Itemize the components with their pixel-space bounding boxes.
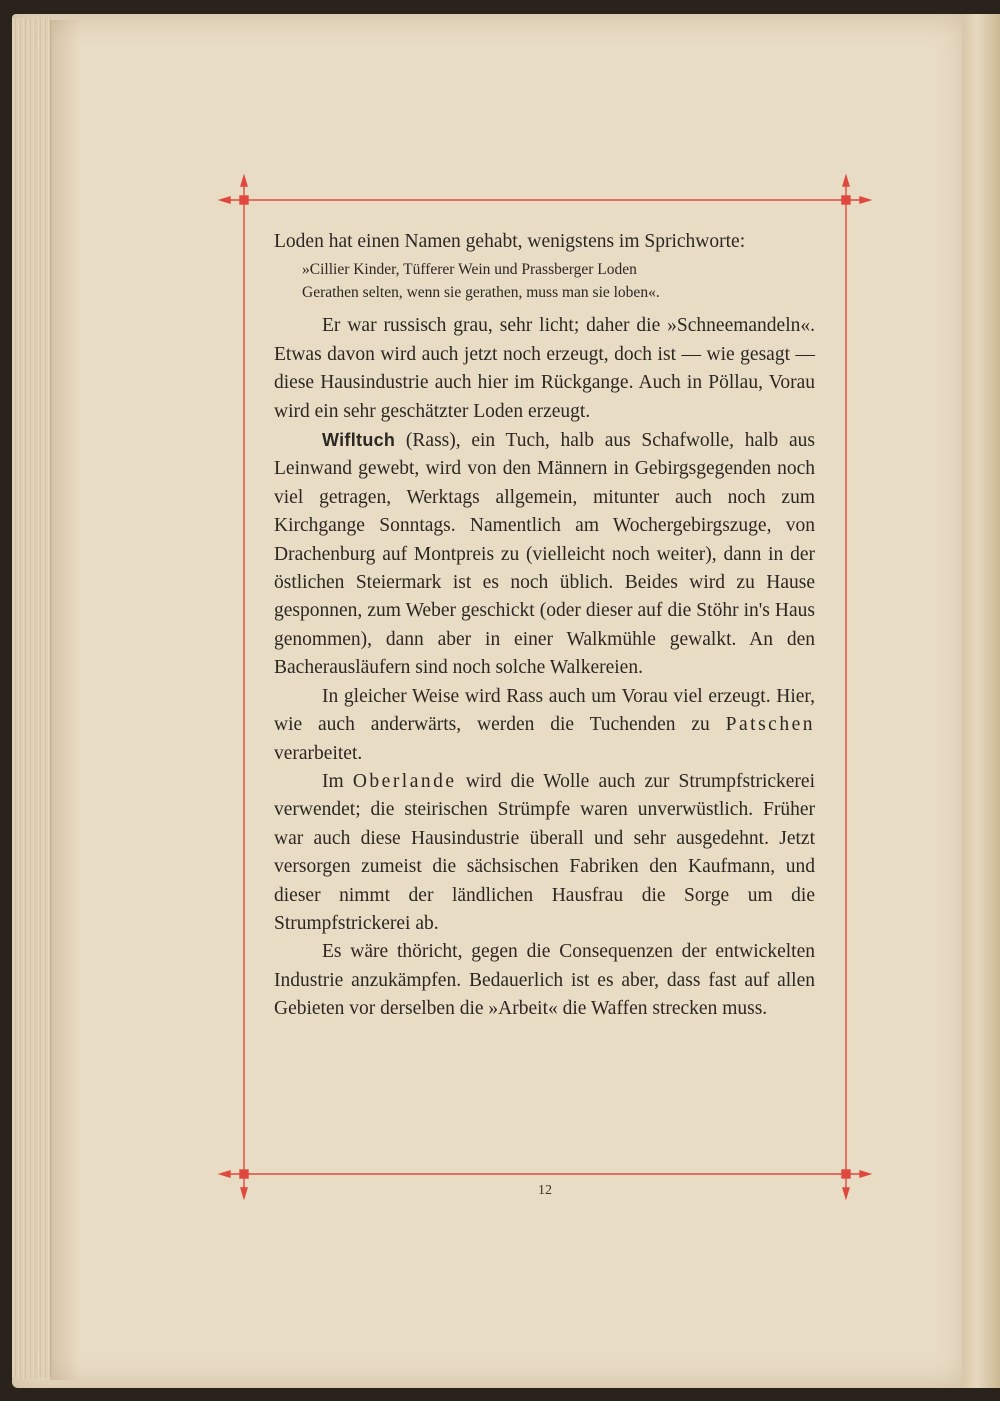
proverb-verse (302, 258, 815, 304)
spaced-term-patschen: Patschen (725, 714, 815, 736)
paragraph-2: Er war russisch grau, sehr licht; daher die »Schneemandeln«. Etwas davon wird auch jetzt noch erzeugt, doch ist — wie gesagt — diese Hausindustrie auch hier im Rückgange. Auch in Pöllau, Vorau wird ein sehr geschätzter Loden erzeugt. (274, 315, 815, 422)
page-stack-edges (12, 18, 52, 1378)
paragraph-6: Es wäre thöricht, gegen die Consequenzen der entwickelten Industrie anzukämpfen. Bedauerlich ist es aber, dass fast auf allen Gebieten vor derselben die »Arbeit« die Waffen strecken muss. (274, 941, 815, 1020)
paragraph-5-text-before: Im (322, 770, 353, 792)
paragraph-3-text: (Rass), ein Tuch, halb aus Schafwolle, halb aus Leinwand gewebt, wird von den Männern in Gebirgsgegenden noch viel getragen, Werktags allgemein, mitunter auch noch zum Kirchgange Sonntags. Namentlich am Wochergebirgszuge, von Drachenburg auf Montpreis zu (vielleicht noch weiter), dann in der östlichen Steiermark ist es noch üblich. Beides wird zu Hause gesponnen, zum Weber geschickt (oder dieser auf die Stöhr in's Haus genommen), dann aber in einer Walkmühle gewalkt. An den Bacherausläufern sind noch solche Walkereien. (274, 430, 815, 679)
paragraph-5 (274, 768, 815, 938)
verse-line-1: »Cillier Kinder, Tüfferer Wein und Prassberger Loden (302, 261, 637, 279)
paragraph-3 (274, 426, 815, 683)
body-text (274, 228, 815, 1024)
verse-line-2: Gerathen selten, wenn sie gerathen, muss man sie loben«. (302, 284, 660, 302)
paragraph-4 (274, 683, 815, 768)
paragraph-4-text-before: In gleicher Weise wird Rass auch um Vorau viel erzeugt. Hier, wie auch anderwärts, werden die Tuchenden zu (274, 685, 815, 736)
paragraph-1: Loden hat einen Namen gehabt, wenigstens im Sprichworte: (274, 231, 746, 252)
spaced-term-oberlande: Oberlande (352, 770, 457, 792)
paragraph-5-text-after: wird die Wolle auch zur Strumpfstrickerei verwendet; die steirischen Strümpfe waren unverwüstlich. Früher war auch diese Hausindustrie überall und sehr ausgedehnt. Jetzt versorgen zumeist die sächsischen Fabriken den Kaufmann, und dieser nimmt der ländlichen Hausfrau die Sorge um die Strumpfstrickerei ab. (274, 770, 815, 934)
page-number: 12 (538, 1183, 552, 1198)
gutter-shadow (50, 20, 80, 1380)
facing-page-edge (962, 14, 1000, 1388)
paragraph-4-text-after: verarbeitet. (274, 742, 363, 764)
term-wifltuch: Wifltuch (322, 430, 396, 451)
